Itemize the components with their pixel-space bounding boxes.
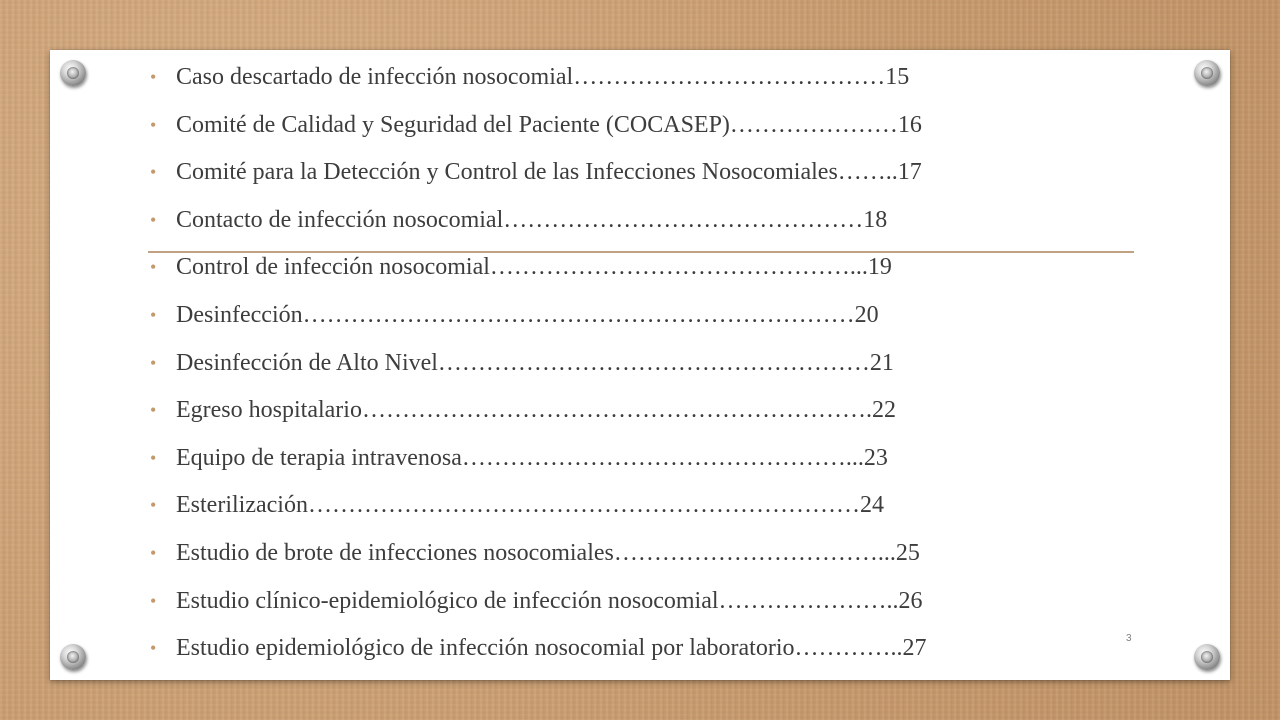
bullet-icon: • (150, 495, 157, 516)
slide-page-number: 3 (1126, 633, 1132, 644)
bullet-icon: • (150, 542, 157, 563)
bullet-icon: • (150, 400, 157, 421)
bullet-icon: • (150, 352, 157, 373)
toc-entry (150, 436, 927, 484)
toc-entry (150, 531, 927, 579)
toc-entry (150, 341, 927, 389)
toc-entry-text: Desinfección……………………………………………………………20 (176, 301, 879, 328)
toc-entry-text: Caso descartado de infección nosocomial…………………………………15 (176, 64, 910, 90)
toc-entry-text: Desinfección de Alto Nivel………………………………………………21 (176, 349, 894, 376)
bullet-icon: • (150, 209, 157, 230)
bullet-icon: • (150, 447, 157, 468)
toc-entry-text: Control de infección nosocomial………………………………………...19 (176, 254, 892, 281)
bullet-icon: • (150, 162, 157, 183)
toc-entry-text: Esterilización……………………………………………………………24 (176, 492, 884, 519)
toc-entry (150, 483, 927, 531)
toc-entry (150, 198, 927, 246)
toc-entry-text: Estudio epidemiológico de infección nosocomial por laboratorio…………..27 (176, 635, 927, 662)
toc-entry (150, 55, 927, 103)
toc-entry-text: Egreso hospitalario……………………………………………………….22 (176, 397, 896, 424)
pin-top-left-icon (60, 60, 86, 86)
toc-entry (150, 626, 927, 674)
toc-entry (150, 293, 927, 341)
toc-entry (150, 103, 927, 151)
bullet-icon: • (150, 257, 157, 278)
toc-entry (150, 388, 927, 436)
pin-top-right-icon (1194, 60, 1220, 86)
pin-bottom-left-icon (60, 644, 86, 670)
toc-entry-text: Comité de Calidad y Seguridad del Paciente (COCASEP)…………………16 (176, 111, 922, 138)
toc-entry (150, 579, 927, 627)
table-of-contents-list (150, 55, 927, 674)
toc-entry-text: Comité para la Detección y Control de las Infecciones Nosocomiales……..17 (176, 159, 922, 186)
toc-entry-text: Contacto de infección nosocomial………………………………………18 (176, 206, 888, 233)
bullet-icon: • (150, 590, 157, 611)
toc-entry (150, 150, 927, 198)
bullet-icon: • (150, 638, 157, 659)
toc-entry-text: Equipo de terapia intravenosa…………………………………………...23 (176, 444, 888, 471)
pin-bottom-right-icon (1194, 644, 1220, 670)
bullet-icon: • (150, 67, 157, 87)
bullet-icon: • (150, 304, 157, 325)
bullet-icon: • (150, 114, 157, 135)
toc-entry-text: Estudio de brote de infecciones nosocomiales……………………………...25 (176, 539, 920, 566)
toc-entry (150, 245, 927, 293)
toc-entry-text: Estudio clínico-epidemiológico de infección nosocomial…………………..26 (176, 587, 923, 614)
